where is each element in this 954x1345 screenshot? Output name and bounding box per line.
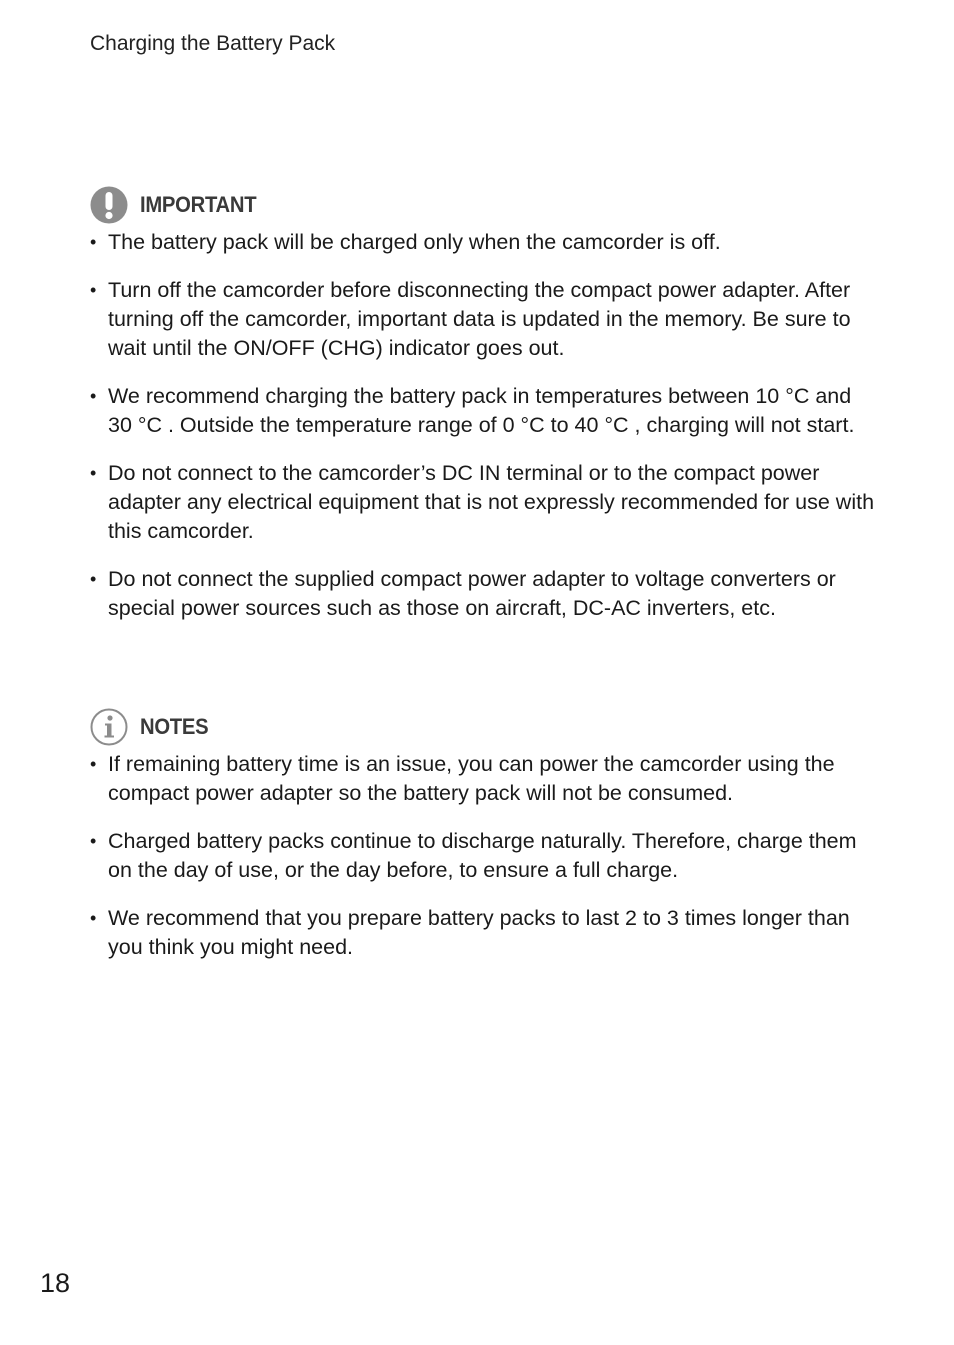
important-section bbox=[90, 186, 880, 642]
list-item: • We recommend charging the battery pack in temperatures between 10 °C and 30 °C . Outside the temperature range of 0 °C to 40 °C , charging will not start. bbox=[90, 382, 880, 440]
important-header bbox=[90, 186, 880, 224]
list-item: • If remaining battery time is an issue, you can power the camcorder using the compact power adapter so the battery pack will not be consumed. bbox=[90, 750, 880, 808]
notes-list bbox=[90, 750, 880, 962]
important-title: IMPORTANT bbox=[140, 192, 257, 217]
list-item: • Do not connect the supplied compact power adapter to voltage converters or special power sources such as those on aircraft, DC-AC inverters, etc. bbox=[90, 565, 880, 623]
notes-header bbox=[90, 708, 880, 746]
list-item: • Charged battery packs continue to discharge naturally. Therefore, charge them on the day of use, or the day before, to ensure a full charge. bbox=[90, 827, 880, 885]
running-head: Charging the Battery Pack bbox=[90, 32, 336, 55]
page-number: 18 bbox=[40, 1268, 71, 1298]
info-icon bbox=[90, 708, 128, 746]
list-item: • Do not connect to the camcorder’s DC IN terminal or to the compact power adapter any electrical equipment that is not expressly recommended for use with this camcorder. bbox=[90, 459, 880, 546]
list-item: • We recommend that you prepare battery packs to last 2 to 3 times longer than you think you might need. bbox=[90, 904, 880, 962]
notes-title: NOTES bbox=[140, 714, 209, 739]
list-item: • The battery pack will be charged only when the camcorder is off. bbox=[90, 228, 880, 257]
important-list bbox=[90, 228, 880, 623]
notes-section bbox=[90, 708, 880, 981]
list-item: • Turn off the camcorder before disconnecting the compact power adapter. After turning off the camcorder, important data is updated in the memory. Be sure to wait until the ON/OFF (CHG) indicator goes out. bbox=[90, 276, 880, 363]
exclamation-icon bbox=[90, 186, 128, 224]
